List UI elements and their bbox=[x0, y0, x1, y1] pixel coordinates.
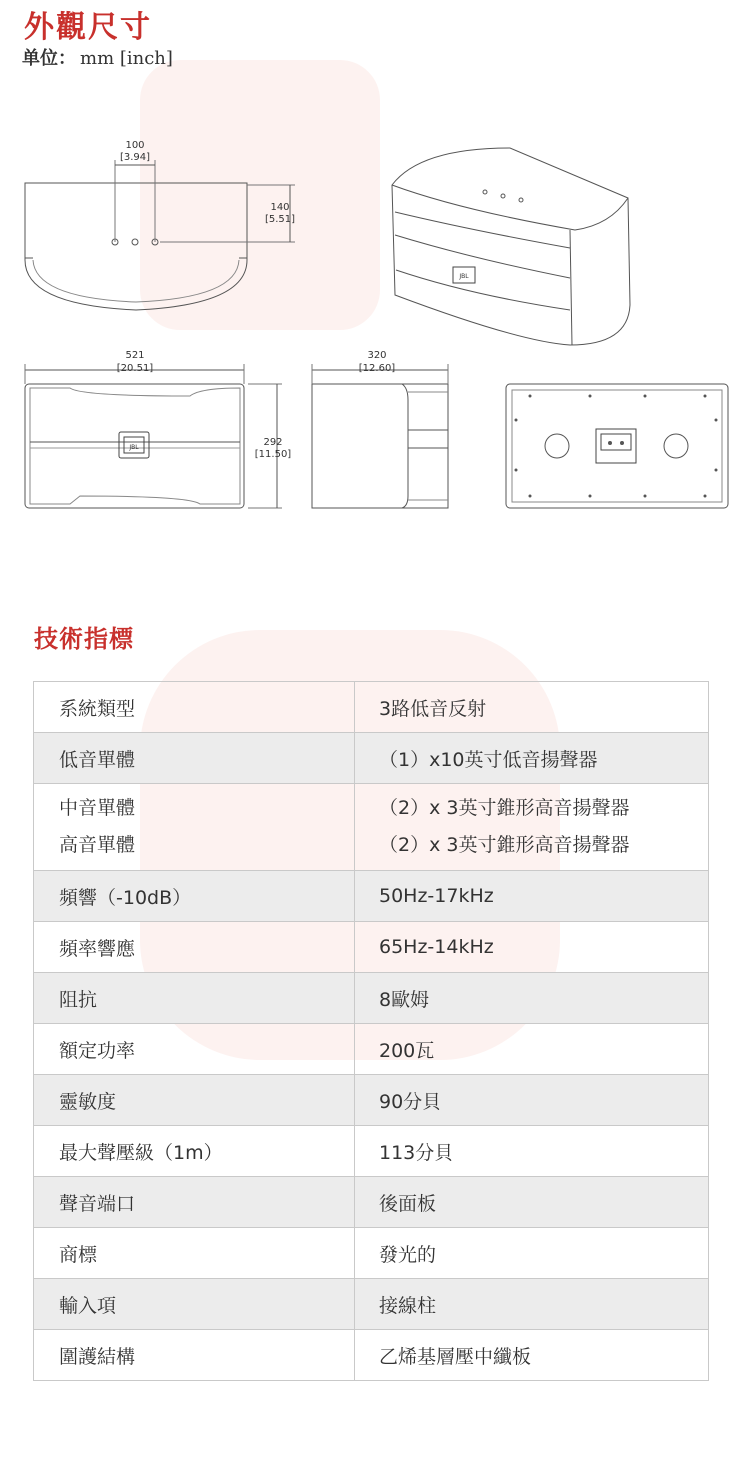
perspective-view bbox=[392, 148, 630, 345]
spec-value: 3路低音反射 bbox=[355, 682, 709, 733]
perspective-logo-text: JBL bbox=[459, 273, 469, 280]
spec-value: 乙烯基層壓中纖板 bbox=[355, 1330, 709, 1381]
table-row bbox=[34, 973, 709, 1024]
spec-key: 中音單體 bbox=[59, 797, 136, 819]
table-row bbox=[34, 1126, 709, 1177]
spec-value-group bbox=[355, 784, 709, 871]
dim-height: 292 bbox=[263, 437, 283, 448]
table-row bbox=[34, 682, 709, 733]
table-row bbox=[34, 733, 709, 784]
spec-value: 90分貝 bbox=[355, 1075, 709, 1126]
table-row bbox=[34, 1279, 709, 1330]
dim-width-inch: [20.51] bbox=[116, 363, 154, 374]
dim-depth: 320 bbox=[367, 350, 387, 361]
dim-height-inch: [11.50] bbox=[254, 449, 292, 460]
spec-key: 低音單體 bbox=[34, 733, 355, 784]
spec-key: 聲音端口 bbox=[34, 1177, 355, 1228]
spec-key: 商標 bbox=[34, 1228, 355, 1279]
unit-label: 单位： bbox=[22, 48, 76, 69]
port-icon bbox=[545, 434, 569, 458]
port-icon bbox=[664, 434, 688, 458]
spec-key: 高音單體 bbox=[59, 834, 136, 856]
spec-value: （2）x 3英寸錐形高音揚聲器 bbox=[379, 834, 630, 856]
spec-value: 65Hz-14kHz bbox=[355, 922, 709, 973]
spec-table bbox=[33, 681, 709, 1381]
dimension-drawing bbox=[0, 130, 750, 530]
table-row bbox=[34, 1177, 709, 1228]
table-row bbox=[34, 922, 709, 973]
table-row bbox=[34, 1075, 709, 1126]
spec-key: 圍護結構 bbox=[34, 1330, 355, 1381]
mount-hole bbox=[132, 239, 138, 245]
spec-key: 輸入項 bbox=[34, 1279, 355, 1330]
spec-value: 發光的 bbox=[355, 1228, 709, 1279]
spec-key: 頻率響應 bbox=[34, 922, 355, 973]
unit-value: mm [inch] bbox=[80, 48, 173, 69]
front-logo-text: JBL bbox=[129, 444, 139, 451]
spec-value: 113分貝 bbox=[355, 1126, 709, 1177]
dim-hole-depth: 140 bbox=[270, 202, 290, 213]
spec-value: 後面板 bbox=[355, 1177, 709, 1228]
spec-value: （2）x 3英寸錐形高音揚聲器 bbox=[379, 797, 630, 819]
specs-title: 技術指標 bbox=[34, 625, 134, 653]
spec-value: 接線柱 bbox=[355, 1279, 709, 1330]
dim-hole-depth-inch: [5.51] bbox=[264, 214, 296, 225]
spec-value: （1）x10英寸低音揚聲器 bbox=[355, 733, 709, 784]
dim-depth-inch: [12.60] bbox=[358, 363, 396, 374]
side-view bbox=[312, 384, 448, 508]
dimensions-title: 外觀尺寸 bbox=[24, 10, 152, 45]
spec-key: 額定功率 bbox=[34, 1024, 355, 1075]
table-row bbox=[34, 871, 709, 922]
spec-value: 200瓦 bbox=[355, 1024, 709, 1075]
spec-value: 50Hz-17kHz bbox=[355, 871, 709, 922]
back-view bbox=[506, 384, 728, 508]
table-row bbox=[34, 1330, 709, 1381]
spec-key: 阻抗 bbox=[34, 973, 355, 1024]
unit-line bbox=[22, 44, 173, 70]
spec-key: 最大聲壓級（1m） bbox=[34, 1126, 355, 1177]
spec-key: 靈敏度 bbox=[34, 1075, 355, 1126]
dim-width: 521 bbox=[125, 350, 145, 361]
dim-hole-spacing: 100 bbox=[125, 140, 145, 151]
top-view-outline bbox=[25, 183, 247, 310]
spec-key: 系統類型 bbox=[34, 682, 355, 733]
table-row bbox=[34, 1228, 709, 1279]
table-row bbox=[34, 1024, 709, 1075]
spec-key-group bbox=[34, 784, 355, 871]
table-row bbox=[34, 784, 709, 871]
spec-value: 8歐姆 bbox=[355, 973, 709, 1024]
spec-key: 頻響（-10dB） bbox=[34, 871, 355, 922]
dim-hole-spacing-inch: [3.94] bbox=[119, 152, 151, 163]
